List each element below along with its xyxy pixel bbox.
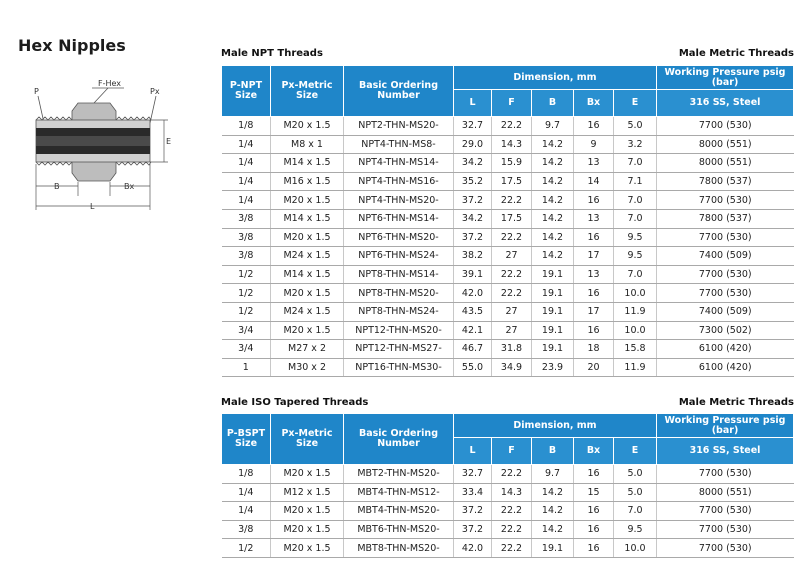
table-cell: M24 x 1.5 [271, 302, 344, 321]
header-pressure: Working Pressure psig (bar) [657, 414, 794, 438]
table-cell: 5.0 [614, 117, 657, 136]
header-ordering-number: Basic Ordering Number [344, 414, 454, 465]
table-cell: 6100 (420) [657, 340, 794, 359]
table-row [222, 228, 794, 247]
table-cell: 14.3 [492, 135, 532, 154]
table-row [222, 284, 794, 303]
table-row [222, 265, 794, 284]
table-cell: 43.5 [454, 302, 492, 321]
table-cell: 13 [574, 209, 614, 228]
table-cell: 32.7 [454, 465, 492, 484]
table-cell: MBT6-THN-MS20- [344, 520, 454, 539]
table-cell: 13 [574, 154, 614, 173]
table-cell: 11.9 [614, 358, 657, 377]
table-cell: 3/4 [222, 340, 271, 359]
header-ordering-number: Basic Ordering Number [344, 66, 454, 117]
table-row [222, 117, 794, 136]
table-row [222, 520, 794, 539]
table-cell: 7700 (530) [657, 228, 794, 247]
table-cell: 7400 (509) [657, 302, 794, 321]
table-cell: 14.2 [532, 483, 574, 502]
label-f-hex: F-Hex [98, 79, 122, 88]
table-cell: 14.2 [532, 172, 574, 191]
table-cell: NPT8-THN-MS24- [344, 302, 454, 321]
table-cell: 14.2 [532, 191, 574, 210]
table-cell: 22.2 [492, 228, 532, 247]
table-cell: M14 x 1.5 [271, 154, 344, 173]
table-cell: 3/8 [222, 228, 271, 247]
label-px: Px [150, 87, 160, 96]
table-cell: 1/4 [222, 191, 271, 210]
table-row [222, 502, 794, 521]
table-cell: 3/8 [222, 247, 271, 266]
table-cell: 16 [574, 321, 614, 340]
table-cell: M8 x 1 [271, 135, 344, 154]
table-cell: 8000 (551) [657, 154, 794, 173]
table-cell: 7700 (530) [657, 539, 794, 558]
table-cell: 7.0 [614, 154, 657, 173]
table-cell: M14 x 1.5 [271, 209, 344, 228]
table-cell: 46.7 [454, 340, 492, 359]
label-b: B [54, 182, 60, 191]
npt-spec-table [221, 65, 794, 377]
table-cell: NPT2-THN-MS20- [344, 117, 454, 136]
table-cell: NPT4-THN-MS14- [344, 154, 454, 173]
table-cell: 1/8 [222, 465, 271, 484]
table-cell: 1/2 [222, 539, 271, 558]
table-cell: MBT8-THN-MS20- [344, 539, 454, 558]
table-cell: 37.2 [454, 502, 492, 521]
table-cell: 7.0 [614, 191, 657, 210]
table-row [222, 247, 794, 266]
table-cell: 7700 (530) [657, 265, 794, 284]
table-cell: MBT4-THN-MS20- [344, 502, 454, 521]
table-cell: 37.2 [454, 228, 492, 247]
header-metric-size: Px-Metric Size [271, 66, 344, 117]
table-row [222, 154, 794, 173]
table-cell: 1/4 [222, 154, 271, 173]
table-cell: 22.2 [492, 284, 532, 303]
table-cell: 1/2 [222, 265, 271, 284]
iso-spec-table [221, 413, 794, 558]
table-cell: 7700 (530) [657, 502, 794, 521]
table-cell: 15.8 [614, 340, 657, 359]
table-cell: M20 x 1.5 [271, 228, 344, 247]
table-cell: 19.1 [532, 302, 574, 321]
table-cell: NPT16-THN-MS30- [344, 358, 454, 377]
header-dim-l: L [454, 90, 492, 117]
table-cell: NPT8-THN-MS20- [344, 284, 454, 303]
label-l: L [90, 202, 95, 211]
table-cell: 16 [574, 191, 614, 210]
table-cell: 7700 (530) [657, 191, 794, 210]
header-dim-f: F [492, 438, 532, 465]
table-cell: 16 [574, 228, 614, 247]
table-row [222, 465, 794, 484]
table-cell: 7700 (530) [657, 520, 794, 539]
table-cell: 5.0 [614, 465, 657, 484]
table-cell: 9 [574, 135, 614, 154]
table-cell: 37.2 [454, 191, 492, 210]
table-cell: 39.1 [454, 265, 492, 284]
table-cell: 14.2 [532, 154, 574, 173]
table-cell: 14.2 [532, 209, 574, 228]
table-cell: NPT6-THN-MS24- [344, 247, 454, 266]
npt-metric-title: Male Metric Threads [678, 48, 794, 59]
table-cell: 34.2 [454, 209, 492, 228]
table-cell: 7.0 [614, 265, 657, 284]
table-cell: 22.2 [492, 502, 532, 521]
table-cell: 7.0 [614, 502, 657, 521]
header-dimension: Dimension, mm [454, 414, 657, 438]
table-cell: 3/8 [222, 520, 271, 539]
header-dim-b: B [532, 90, 574, 117]
table-cell: 7.0 [614, 209, 657, 228]
table-cell: 18 [574, 340, 614, 359]
table-cell: 38.2 [454, 247, 492, 266]
table-cell: 10.0 [614, 321, 657, 340]
table-cell: 7.1 [614, 172, 657, 191]
table-cell: M20 x 1.5 [271, 502, 344, 521]
table-cell: 17.5 [492, 172, 532, 191]
label-bx: Bx [124, 182, 135, 191]
table-cell: M16 x 1.5 [271, 172, 344, 191]
label-e: E [166, 137, 172, 146]
table-cell: 20 [574, 358, 614, 377]
table-cell: 8000 (551) [657, 135, 794, 154]
table-cell: 7800 (537) [657, 209, 794, 228]
table-cell: M12 x 1.5 [271, 483, 344, 502]
label-p: P [34, 87, 39, 96]
table-cell: 14 [574, 172, 614, 191]
table-row [222, 539, 794, 558]
table-row [222, 321, 794, 340]
header-dim-e: E [614, 438, 657, 465]
table-cell: 10.0 [614, 284, 657, 303]
table-cell: 1/4 [222, 172, 271, 191]
table-cell: NPT12-THN-MS20- [344, 321, 454, 340]
table-cell: 7800 (537) [657, 172, 794, 191]
table-cell: 13 [574, 265, 614, 284]
table-row [222, 209, 794, 228]
table-cell: 14.2 [532, 247, 574, 266]
table-cell: 29.0 [454, 135, 492, 154]
table-cell: 1/4 [222, 483, 271, 502]
table-cell: 9.5 [614, 247, 657, 266]
table-row [222, 191, 794, 210]
table-cell: M20 x 1.5 [271, 117, 344, 136]
table-cell: 16 [574, 502, 614, 521]
table-cell: 22.2 [492, 539, 532, 558]
table-cell: 9.5 [614, 228, 657, 247]
header-dim-e: E [614, 90, 657, 117]
table-cell: 16 [574, 284, 614, 303]
table-cell: 31.8 [492, 340, 532, 359]
table-row [222, 172, 794, 191]
table-cell: M24 x 1.5 [271, 247, 344, 266]
table-cell: 16 [574, 117, 614, 136]
iso-section-title: Male ISO Tapered Threads [221, 397, 369, 408]
table-cell: 19.1 [532, 321, 574, 340]
table-cell: 22.2 [492, 117, 532, 136]
table-cell: 32.7 [454, 117, 492, 136]
table-cell: 55.0 [454, 358, 492, 377]
table-cell: 42.0 [454, 284, 492, 303]
table-cell: 3/8 [222, 209, 271, 228]
table-cell: 1/4 [222, 502, 271, 521]
table-cell: 27 [492, 247, 532, 266]
table-cell: 11.9 [614, 302, 657, 321]
table-cell: 34.2 [454, 154, 492, 173]
table-cell: 5.0 [614, 483, 657, 502]
table-cell: 1 [222, 358, 271, 377]
table-cell: MBT2-THN-MS20- [344, 465, 454, 484]
table-row [222, 483, 794, 502]
npt-section-title: Male NPT Threads [221, 48, 323, 59]
table-cell: 10.0 [614, 539, 657, 558]
table-cell: 15.9 [492, 154, 532, 173]
table-cell: 22.2 [492, 465, 532, 484]
page-title: Hex Nipples [18, 36, 126, 55]
header-size: P-BSPT Size [222, 414, 271, 465]
table-cell: M20 x 1.5 [271, 284, 344, 303]
table-cell: NPT6-THN-MS20- [344, 228, 454, 247]
table-cell: 22.2 [492, 191, 532, 210]
table-cell: 42.1 [454, 321, 492, 340]
header-material: 316 SS, Steel [657, 90, 794, 117]
header-metric-size: Px-Metric Size [271, 414, 344, 465]
table-cell: 27 [492, 321, 532, 340]
table-cell: 19.1 [532, 340, 574, 359]
table-cell: 19.1 [532, 539, 574, 558]
table-cell: 16 [574, 520, 614, 539]
table-cell: M20 x 1.5 [271, 465, 344, 484]
table-cell: 9.5 [614, 520, 657, 539]
table-cell: NPT12-THN-MS27- [344, 340, 454, 359]
table-cell: 17.5 [492, 209, 532, 228]
header-dim-l: L [454, 438, 492, 465]
header-size: P-NPT Size [222, 66, 271, 117]
table-cell: M30 x 2 [271, 358, 344, 377]
table-cell: 35.2 [454, 172, 492, 191]
header-material: 316 SS, Steel [657, 438, 794, 465]
table-cell: M20 x 1.5 [271, 191, 344, 210]
header-dim-bx: Bx [574, 90, 614, 117]
table-cell: M27 x 2 [271, 340, 344, 359]
table-cell: 14.2 [532, 502, 574, 521]
table-cell: 17 [574, 247, 614, 266]
table-cell: 37.2 [454, 520, 492, 539]
table-cell: NPT4-THN-MS16- [344, 172, 454, 191]
table-cell: 19.1 [532, 265, 574, 284]
table-cell: M20 x 1.5 [271, 520, 344, 539]
header-pressure: Working Pressure psig (bar) [657, 66, 794, 90]
table-row [222, 340, 794, 359]
table-cell: 1/2 [222, 302, 271, 321]
table-cell: M14 x 1.5 [271, 265, 344, 284]
table-cell: 1/8 [222, 117, 271, 136]
table-cell: NPT6-THN-MS14- [344, 209, 454, 228]
table-cell: NPT4-THN-MS20- [344, 191, 454, 210]
table-cell: 22.2 [492, 520, 532, 539]
table-cell: MBT4-THN-MS12- [344, 483, 454, 502]
table-cell: NPT4-THN-MS8- [344, 135, 454, 154]
table-cell: 7700 (530) [657, 465, 794, 484]
table-cell: 9.7 [532, 465, 574, 484]
table-cell: 16 [574, 465, 614, 484]
table-cell: 7300 (502) [657, 321, 794, 340]
table-cell: 7700 (530) [657, 117, 794, 136]
table-cell: 42.0 [454, 539, 492, 558]
table-cell: M20 x 1.5 [271, 539, 344, 558]
table-cell: NPT8-THN-MS14- [344, 265, 454, 284]
header-dimension: Dimension, mm [454, 66, 657, 90]
table-cell: 16 [574, 539, 614, 558]
header-dim-bx: Bx [574, 438, 614, 465]
table-cell: 3/4 [222, 321, 271, 340]
table-cell: 19.1 [532, 284, 574, 303]
table-cell: 6100 (420) [657, 358, 794, 377]
table-cell: 15 [574, 483, 614, 502]
hex-nipple-diagram [28, 76, 178, 212]
table-cell: 14.2 [532, 228, 574, 247]
table-cell: 3.2 [614, 135, 657, 154]
table-cell: 23.9 [532, 358, 574, 377]
table-cell: M20 x 1.5 [271, 321, 344, 340]
table-cell: 27 [492, 302, 532, 321]
iso-metric-title: Male Metric Threads [678, 397, 794, 408]
table-cell: 14.3 [492, 483, 532, 502]
table-cell: 9.7 [532, 117, 574, 136]
table-cell: 1/4 [222, 135, 271, 154]
table-cell: 1/2 [222, 284, 271, 303]
header-dim-f: F [492, 90, 532, 117]
table-cell: 17 [574, 302, 614, 321]
table-row [222, 358, 794, 377]
table-row [222, 302, 794, 321]
table-row [222, 135, 794, 154]
table-cell: 22.2 [492, 265, 532, 284]
table-cell: 34.9 [492, 358, 532, 377]
table-cell: 33.4 [454, 483, 492, 502]
table-cell: 8000 (551) [657, 483, 794, 502]
header-dim-b: B [532, 438, 574, 465]
table-cell: 14.2 [532, 135, 574, 154]
table-cell: 7700 (530) [657, 284, 794, 303]
table-cell: 14.2 [532, 520, 574, 539]
table-cell: 7400 (509) [657, 247, 794, 266]
